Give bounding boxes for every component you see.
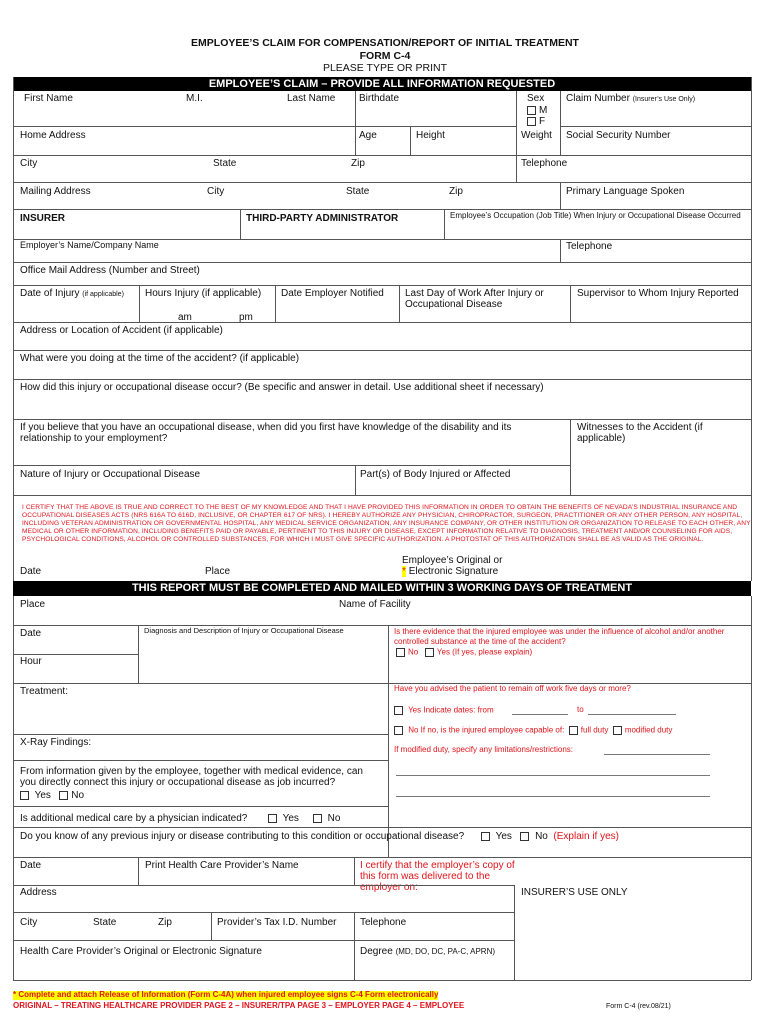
checkbox-icon[interactable] — [394, 726, 403, 735]
alcohol-no: No — [408, 647, 419, 657]
cert-date-label: Date — [20, 566, 42, 577]
divider — [13, 350, 751, 351]
sex-male-option[interactable] — [527, 105, 547, 116]
previous-injury-question: Do you know of any previous injury or disease contributing to this condition or occupational disease? — [20, 831, 465, 842]
employer-name-label: Employer’s Name/Company Name — [20, 240, 159, 250]
divider — [444, 209, 445, 239]
ssn-label: Social Security Number — [566, 130, 671, 141]
divider — [13, 940, 514, 941]
treatment-label: Treatment: — [20, 686, 68, 697]
previous-no: No — [535, 831, 548, 842]
divider — [138, 625, 139, 683]
divider — [13, 857, 751, 858]
signature-star: * — [402, 566, 406, 577]
limitations-line-3[interactable] — [396, 796, 710, 797]
footer-distribution: ORIGINAL – TREATING HEALTHCARE PROVIDER PAGE 2 – INSURER/TPA PAGE 3 – EMPLOYER PAGE 4 – EMPLOYEE — [13, 1001, 465, 1010]
divider — [13, 734, 388, 735]
additional-care-yes: Yes — [282, 813, 299, 824]
female-label: F — [539, 116, 546, 127]
date-of-injury-label — [20, 288, 124, 299]
yes-indicate-text: Yes Indicate dates: from — [408, 705, 494, 715]
frame-left — [13, 77, 14, 581]
diagnosis-label: Diagnosis and Description of Injury or Occupational Disease — [144, 626, 344, 635]
divider — [13, 980, 751, 981]
tax-id-label: Provider’s Tax I.D. Number — [217, 917, 337, 928]
section-employee-claim-bar: EMPLOYEE’S CLAIM – PROVIDE ALL INFORMATION REQUESTED — [13, 77, 751, 91]
place-label: Place — [20, 599, 46, 610]
how-occur-label: How did this injury or occupational disease occur? (Be specific and answer in detail. Use additional sheet if necessary) — [20, 382, 544, 393]
cert-place-label: Place — [205, 566, 231, 577]
divider — [13, 885, 514, 886]
provider-signature-label: Health Care Provider’s Original or Electronic Signature — [20, 946, 262, 957]
witnesses-label: Witnesses to the Accident (if applicable) — [577, 422, 703, 444]
divider — [13, 465, 570, 466]
checkbox-icon[interactable] — [527, 106, 536, 115]
sex-label: Sex — [527, 93, 545, 104]
checkbox-icon[interactable] — [313, 814, 322, 823]
connect-yes: Yes — [34, 790, 51, 801]
employer-telephone-label: Telephone — [566, 241, 613, 252]
zip-label: Zip — [351, 158, 365, 169]
provider-name-label: Print Health Care Provider’s Name — [145, 860, 299, 871]
degree-label — [360, 946, 495, 957]
divider — [388, 625, 389, 858]
alcohol-yes: Yes (If yes, please explain) — [436, 647, 533, 657]
primary-language-label: Primary Language Spoken — [566, 186, 685, 197]
divider — [13, 827, 751, 828]
limitations-line-1[interactable] — [604, 754, 710, 755]
divider — [13, 495, 751, 496]
checkbox-icon[interactable] — [59, 791, 68, 800]
office-mail-address-label: Office Mail Address (Number and Street) — [20, 265, 200, 276]
divider — [13, 683, 751, 684]
last-day-of-work-label: Last Day of Work After Injury or Occupational Disease — [405, 288, 544, 310]
male-label: M — [539, 105, 548, 116]
checkbox-icon[interactable] — [268, 814, 277, 823]
provider-date-label: Date — [20, 860, 42, 871]
checkbox-icon[interactable] — [613, 726, 622, 735]
additional-care-options[interactable] — [268, 813, 340, 824]
divider — [355, 91, 356, 155]
weight-label: Weight — [521, 130, 552, 141]
signature-label-line2 — [402, 566, 498, 577]
date-of-injury-text: Date of Injury — [20, 288, 80, 299]
first-name-label: First Name — [24, 93, 73, 104]
claim-number-label — [566, 93, 695, 104]
occupation-label: Employee’s Occupation (Job Title) When Injury or Occupational Disease Occurred — [450, 211, 741, 220]
facility-label: Name of Facility — [339, 599, 411, 610]
divider — [275, 285, 276, 322]
degree-text: Degree — [360, 946, 393, 957]
remain-off-question: Have you advised the patient to remain off work five days or more? — [394, 684, 631, 693]
certify-copy-label: I certify that the employer’s copy of this form was delivered to the employer on: — [360, 860, 515, 893]
signature-label-line1: Employee’s Original or — [402, 555, 503, 566]
address-label: Address — [20, 887, 57, 898]
remain-off-yes[interactable] — [394, 706, 494, 715]
checkbox-icon[interactable] — [520, 832, 529, 841]
accident-location-label: Address or Location of Accident (if applicable) — [20, 325, 223, 336]
state-label: State — [213, 158, 237, 169]
divider — [514, 885, 515, 980]
hour-label: Hour — [20, 656, 42, 667]
additional-care-question: Is additional medical care by a physician indicated? — [20, 813, 248, 824]
divider — [354, 912, 355, 980]
divider — [354, 857, 355, 885]
footer-note: * Complete and attach Release of Information (Form C-4A) when injured employee signs C-4 Form electronically — [13, 990, 439, 999]
insurer-label: INSURER — [20, 213, 66, 224]
divider — [13, 155, 751, 156]
age-label: Age — [359, 130, 377, 141]
checkbox-icon[interactable] — [394, 706, 403, 715]
certification-text: I CERTIFY THAT THE ABOVE IS TRUE AND CORRECT TO THE BEST OF MY KNOWLEDGE AND THAT I HAVE PROVIDED THIS INFORMATION IN ORDER TO OBTAIN THE BENEFITS OF NEVADA’S INDUSTRIAL INSURANCE AND OCCUPATIONAL DISEASES ACTS (NRS 616A TO 616D, INCLUSIVE, OR CHAPTER 617 OF NRS). I HEREBY AUTHORIZE ANY PHYSICIAN, CHIROPRACTOR, SURGEON, PRACTITIONER OR ANY OTHER PERSON, ANY HOSPITAL, INCLUDING VETERAN ADMINISTRATION OR GOVERNMENTAL HOSPITAL, ANY MEDICAL SERVICE ORGANIZATION, ANY INSURANCE COMPANY, OR OTHER INSTITUTION OR ORGANIZATION TO RELEASE TO EACH OTHER, ANY MEDICAL OR OTHER INFORMATION, INCLUDING BENEFITS PAID OR PAYABLE, PERTINENT TO THIS INJURY OR DISEASE, EXCEPT INFORMATION RELATIVE TO DIAGNOSIS, TREATMENT AND/OR COUNSELING FOR AIDS, PSYCHOLOGICAL CONDITIONS, ALCOHOL OR CONTROLLED SUBSTANCES, FOR WHICH I MUST GIVE SPECIFIC AUTHORIZATION. A PHOTOSTAT OF THIS AUTHORIZATION SHALL BE AS VALID AS THE ORIGINAL. — [22, 504, 751, 543]
checkbox-icon[interactable] — [425, 648, 434, 657]
what-doing-label: What were you doing at the time of the accident? (if applicable) — [20, 353, 300, 364]
to-label: to — [577, 705, 584, 714]
provider-zip-label: Zip — [158, 917, 172, 928]
divider — [138, 857, 139, 885]
divider — [13, 262, 751, 263]
full-duty-label: full duty — [580, 725, 609, 735]
checkbox-icon[interactable] — [527, 117, 536, 126]
form-revision: Form C-4 (rev.08/21) — [606, 1003, 671, 1010]
telephone-label: Telephone — [521, 158, 568, 169]
checkbox-icon[interactable] — [20, 791, 29, 800]
divider — [516, 155, 517, 182]
divider — [560, 182, 561, 209]
form-title: EMPLOYEE’S CLAIM FOR COMPENSATION/REPORT OF INITIAL TREATMENT — [191, 37, 579, 49]
connect-options[interactable] — [20, 790, 84, 801]
print-instruction: PLEASE TYPE OR PRINT — [322, 62, 448, 74]
divider — [13, 625, 751, 626]
from-date-line[interactable] — [512, 714, 568, 715]
mailing-zip-label: Zip — [449, 186, 463, 197]
divider — [13, 126, 516, 127]
section-report-bar: THIS REPORT MUST BE COMPLETED AND MAILED WITHIN 3 WORKING DAYS OF TREATMENT — [13, 581, 751, 596]
birthdate-label: Birthdate — [359, 93, 400, 104]
additional-care-no: No — [327, 813, 341, 824]
divider — [13, 285, 751, 286]
divider — [516, 91, 517, 155]
xray-label: X-Ray Findings: — [20, 737, 92, 748]
divider — [13, 182, 751, 183]
date-employer-notified-label: Date Employer Notified — [281, 288, 384, 299]
connect-no: No — [71, 790, 85, 801]
divider — [560, 239, 561, 262]
connect-question: From information given by the employee, together with medical evidence, can you directly connect this injury or occupational disease as job incurred? — [20, 766, 363, 788]
checkbox-icon[interactable] — [396, 648, 405, 657]
divider — [211, 912, 212, 940]
divider — [560, 91, 561, 155]
provider-state-label: State — [93, 917, 117, 928]
pm-label: pm — [239, 312, 253, 323]
nature-of-injury-label: Nature of Injury or Occupational Disease — [20, 469, 201, 480]
to-date-line[interactable] — [588, 714, 676, 715]
divider — [13, 322, 751, 323]
alcohol-answer-options[interactable] — [396, 648, 532, 657]
divider — [240, 209, 241, 239]
limitations-line-2[interactable] — [396, 775, 710, 776]
checkbox-icon[interactable] — [569, 726, 578, 735]
occupational-disease-question: If you believe that you have an occupational disease, when did you first have knowledge of the disability and its relationship to your employment? — [20, 422, 512, 444]
divider — [560, 126, 751, 127]
divider — [139, 285, 140, 322]
divider — [570, 285, 571, 322]
previous-yes: Yes — [495, 831, 512, 842]
insurers-use-label: INSURER’S USE ONLY — [521, 887, 628, 898]
divider — [13, 806, 388, 807]
degree-note: (MD, DO, DC, PA-C, APRN) — [395, 947, 496, 956]
divider — [13, 379, 751, 380]
height-label: Height — [416, 130, 445, 141]
divider — [13, 654, 138, 655]
divider — [410, 126, 411, 155]
divider — [570, 419, 571, 495]
mailing-city-label: City — [207, 186, 225, 197]
last-name-label: Last Name — [287, 93, 336, 104]
sex-female-option[interactable] — [527, 116, 545, 127]
mi-label: M.I. — [186, 93, 203, 104]
alcohol-question: Is there evidence that the injured employee was under the influence of alcohol and/or another controlled substance at the time of the accident? — [394, 627, 725, 646]
claim-number-text: Claim Number — [566, 93, 630, 104]
divider — [399, 285, 400, 322]
explain-if-yes: (Explain if yes) — [553, 831, 619, 842]
divider — [13, 419, 751, 420]
claim-number-note: (Insurer’s Use Only) — [632, 96, 696, 103]
modified-duty-label: modified duty — [624, 725, 673, 735]
divider — [13, 760, 388, 761]
previous-injury-options[interactable] — [481, 831, 619, 842]
checkbox-icon[interactable] — [481, 832, 490, 841]
supervisor-label: Supervisor to Whom Injury Reported — [577, 288, 739, 299]
no-capable-text: No If no, is the injured employee capable of: — [408, 725, 565, 735]
am-label: am — [178, 312, 192, 323]
hours-injury-label: Hours Injury (if applicable) — [145, 288, 262, 299]
divider — [13, 912, 514, 913]
home-address-label: Home Address — [20, 130, 86, 141]
form-id: FORM C-4 — [359, 50, 411, 62]
provider-city-label: City — [20, 917, 38, 928]
body-parts-label: Part(s) of Body Injured or Affected — [360, 469, 511, 480]
frame-right-2 — [751, 596, 752, 980]
divider — [13, 209, 751, 210]
provider-telephone-label: Telephone — [360, 917, 407, 928]
divider — [355, 465, 356, 495]
tpa-label: THIRD-PARTY ADMINISTRATOR — [246, 213, 399, 224]
modified-duty-spec-label: If modified duty, specify any limitations/restrictions: — [394, 745, 574, 754]
date-of-injury-note: (if applicable) — [82, 291, 124, 298]
city-label: City — [20, 158, 38, 169]
date-label: Date — [20, 628, 42, 639]
signature-text: Electronic Signature — [408, 566, 499, 577]
mailing-state-label: State — [346, 186, 370, 197]
remain-off-no[interactable] — [394, 726, 672, 735]
mailing-address-label: Mailing Address — [20, 186, 91, 197]
